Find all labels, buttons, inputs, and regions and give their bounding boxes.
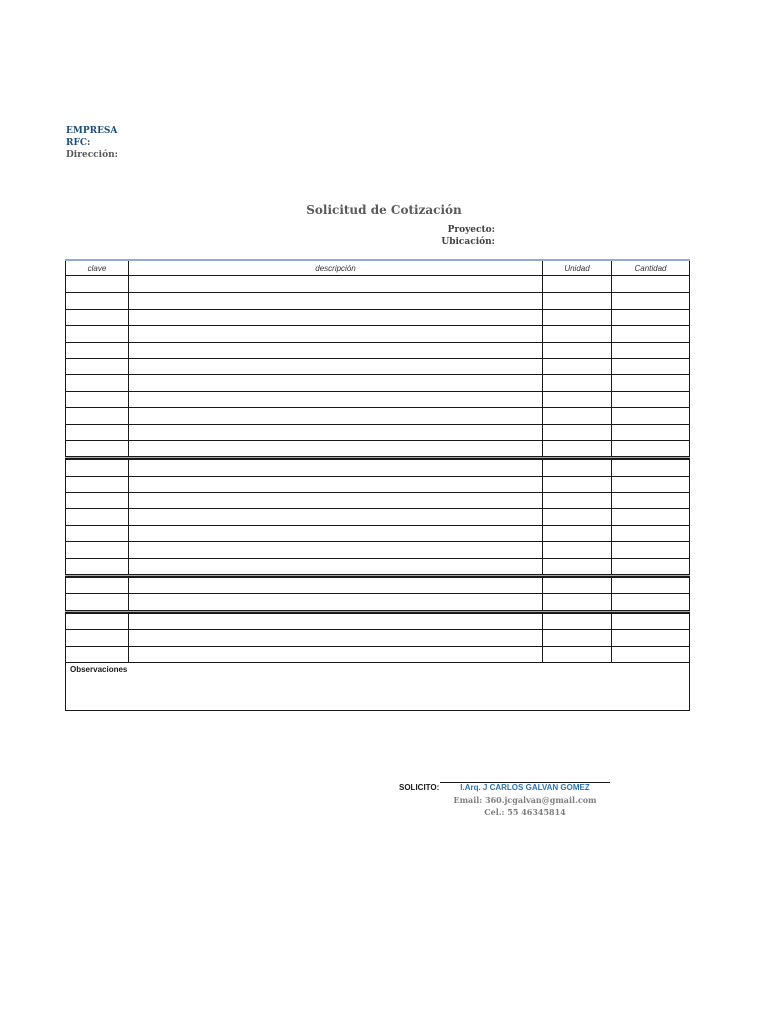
cell-unidad[interactable] [543,326,612,341]
cell-unidad[interactable] [543,630,612,645]
cell-descripcion[interactable] [129,594,543,609]
cell-unidad[interactable] [543,614,612,629]
cell-unidad[interactable] [543,509,612,524]
cell-cantidad[interactable] [612,647,689,662]
cell-cantidad[interactable] [612,460,689,475]
cell-descripcion[interactable] [129,441,543,456]
table-row [66,629,689,645]
cell-unidad[interactable] [543,542,612,557]
quote-table [65,259,690,711]
cell-descripcion[interactable] [129,614,543,629]
location-label: Ubicación: [441,237,495,247]
observations-label: Observaciones [70,664,128,674]
table-row [66,374,689,390]
table-row [66,593,689,609]
cell-clave[interactable] [66,343,129,358]
cell-cantidad[interactable] [612,326,689,341]
cell-unidad[interactable] [543,276,612,292]
cell-descripcion[interactable] [129,326,543,341]
cell-descripcion[interactable] [129,343,543,358]
cell-clave[interactable] [66,594,129,609]
cell-unidad[interactable] [543,460,612,475]
cell-descripcion[interactable] [129,477,543,492]
cell-clave[interactable] [66,526,129,541]
table-row [66,309,689,325]
cell-cantidad[interactable] [612,276,689,292]
cell-clave[interactable] [66,310,129,325]
cell-clave[interactable] [66,614,129,629]
cell-unidad[interactable] [543,493,612,508]
cell-cantidad[interactable] [612,559,689,574]
cell-unidad[interactable] [543,310,612,325]
table-row [66,577,689,593]
cell-clave[interactable] [66,408,129,423]
cell-cantidad[interactable] [612,310,689,325]
cell-clave[interactable] [66,441,129,456]
row-group [65,613,690,662]
cell-clave[interactable] [66,375,129,390]
cell-clave[interactable] [66,509,129,524]
company-name-label: EMPRESA [66,126,118,136]
cell-descripcion[interactable] [129,310,543,325]
table-header-row [65,261,690,276]
company-address-label: Dirección: [66,150,118,160]
cell-descripcion[interactable] [129,526,543,541]
cell-cantidad[interactable] [612,542,689,557]
table-row [66,358,689,374]
table-row [66,276,689,292]
table-row [66,508,689,524]
cell-clave[interactable] [66,493,129,508]
cell-clave[interactable] [66,542,129,557]
cell-clave[interactable] [66,276,129,292]
cell-cantidad[interactable] [612,392,689,407]
cell-cantidad[interactable] [612,425,689,440]
row-group [65,577,690,610]
cell-clave[interactable] [66,578,129,593]
cell-unidad[interactable] [543,578,612,593]
cell-cantidad[interactable] [612,375,689,390]
cell-descripcion[interactable] [129,392,543,407]
cell-unidad[interactable] [543,343,612,358]
cell-descripcion[interactable] [129,293,543,308]
header-descripcion: descripción [129,261,543,275]
cell-cantidad[interactable] [612,578,689,593]
cell-cantidad[interactable] [612,614,689,629]
document-title: Solicitud de Cotización [306,203,462,217]
cell-descripcion[interactable] [129,559,543,574]
table-row [66,407,689,423]
header-clave: clave [66,261,129,275]
cell-clave[interactable] [66,293,129,308]
cell-clave[interactable] [66,359,129,374]
cell-clave[interactable] [66,425,129,440]
table-top-rule [65,259,690,261]
cell-descripcion[interactable] [129,425,543,440]
cell-descripcion[interactable] [129,460,543,475]
header-cantidad: Cantidad [634,263,667,273]
cell-unidad[interactable] [543,594,612,609]
table-body [65,276,690,662]
project-label: Proyecto: [447,225,495,235]
cell-unidad[interactable] [543,375,612,390]
cell-descripcion[interactable] [129,375,543,390]
cell-clave[interactable] [66,326,129,341]
cell-cantidad[interactable] [612,359,689,374]
cell-cantidad[interactable] [612,526,689,541]
cell-descripcion[interactable] [129,359,543,374]
cell-descripcion[interactable] [129,276,543,292]
cell-unidad[interactable] [543,526,612,541]
cell-cantidad[interactable] [612,293,689,308]
table-row [66,459,689,475]
cell-cantidad[interactable] [612,493,689,508]
row-group [65,276,690,456]
table-row [66,541,689,557]
cell-unidad[interactable] [543,559,612,574]
signer-name: I.Arq. J CARLOS GALVAN GOMEZ [460,783,590,792]
table-row [66,558,689,574]
table-row [66,325,689,341]
cell-unidad[interactable] [543,408,612,423]
cell-clave[interactable] [66,477,129,492]
cell-clave[interactable] [66,392,129,407]
cell-unidad[interactable] [543,359,612,374]
cell-cantidad[interactable] [612,509,689,524]
observations-box[interactable] [65,662,690,711]
cell-descripcion[interactable] [129,493,543,508]
cell-unidad[interactable] [543,647,612,662]
cell-unidad[interactable] [543,477,612,492]
cell-descripcion[interactable] [129,578,543,593]
cell-clave[interactable] [66,559,129,574]
table-row [66,391,689,407]
cell-unidad[interactable] [543,425,612,440]
cell-cantidad[interactable] [612,343,689,358]
cell-clave[interactable] [66,647,129,662]
table-row [66,342,689,358]
solicito-label: SOLICITO: [399,783,440,792]
table-row [66,476,689,492]
cell-cantidad[interactable] [612,477,689,492]
table-row [66,492,689,508]
signer-email: Email: 360.jcgalvan@gmail.com [453,795,597,805]
table-row [66,440,689,456]
company-rfc-label: RFC: [66,138,91,148]
table-row [66,646,689,662]
cell-unidad[interactable] [543,441,612,456]
cell-cantidad[interactable] [612,408,689,423]
cell-clave[interactable] [66,460,129,475]
header-unidad: Unidad [543,261,612,275]
cell-unidad[interactable] [543,293,612,308]
table-row [66,292,689,308]
table-row [66,613,689,629]
cell-cantidad[interactable] [612,441,689,456]
row-group [65,459,690,574]
signer-phone: Cel.: 55 46345814 [484,807,566,817]
table-row [66,525,689,541]
cell-descripcion[interactable] [129,542,543,557]
cell-cantidad[interactable] [612,594,689,609]
table-row [66,424,689,440]
cell-cantidad[interactable] [612,630,689,645]
cell-unidad[interactable] [543,392,612,407]
cell-descripcion[interactable] [129,647,543,662]
cell-clave[interactable] [66,630,129,645]
cell-descripcion[interactable] [129,509,543,524]
cell-descripcion[interactable] [129,630,543,645]
cell-descripcion[interactable] [129,408,543,423]
